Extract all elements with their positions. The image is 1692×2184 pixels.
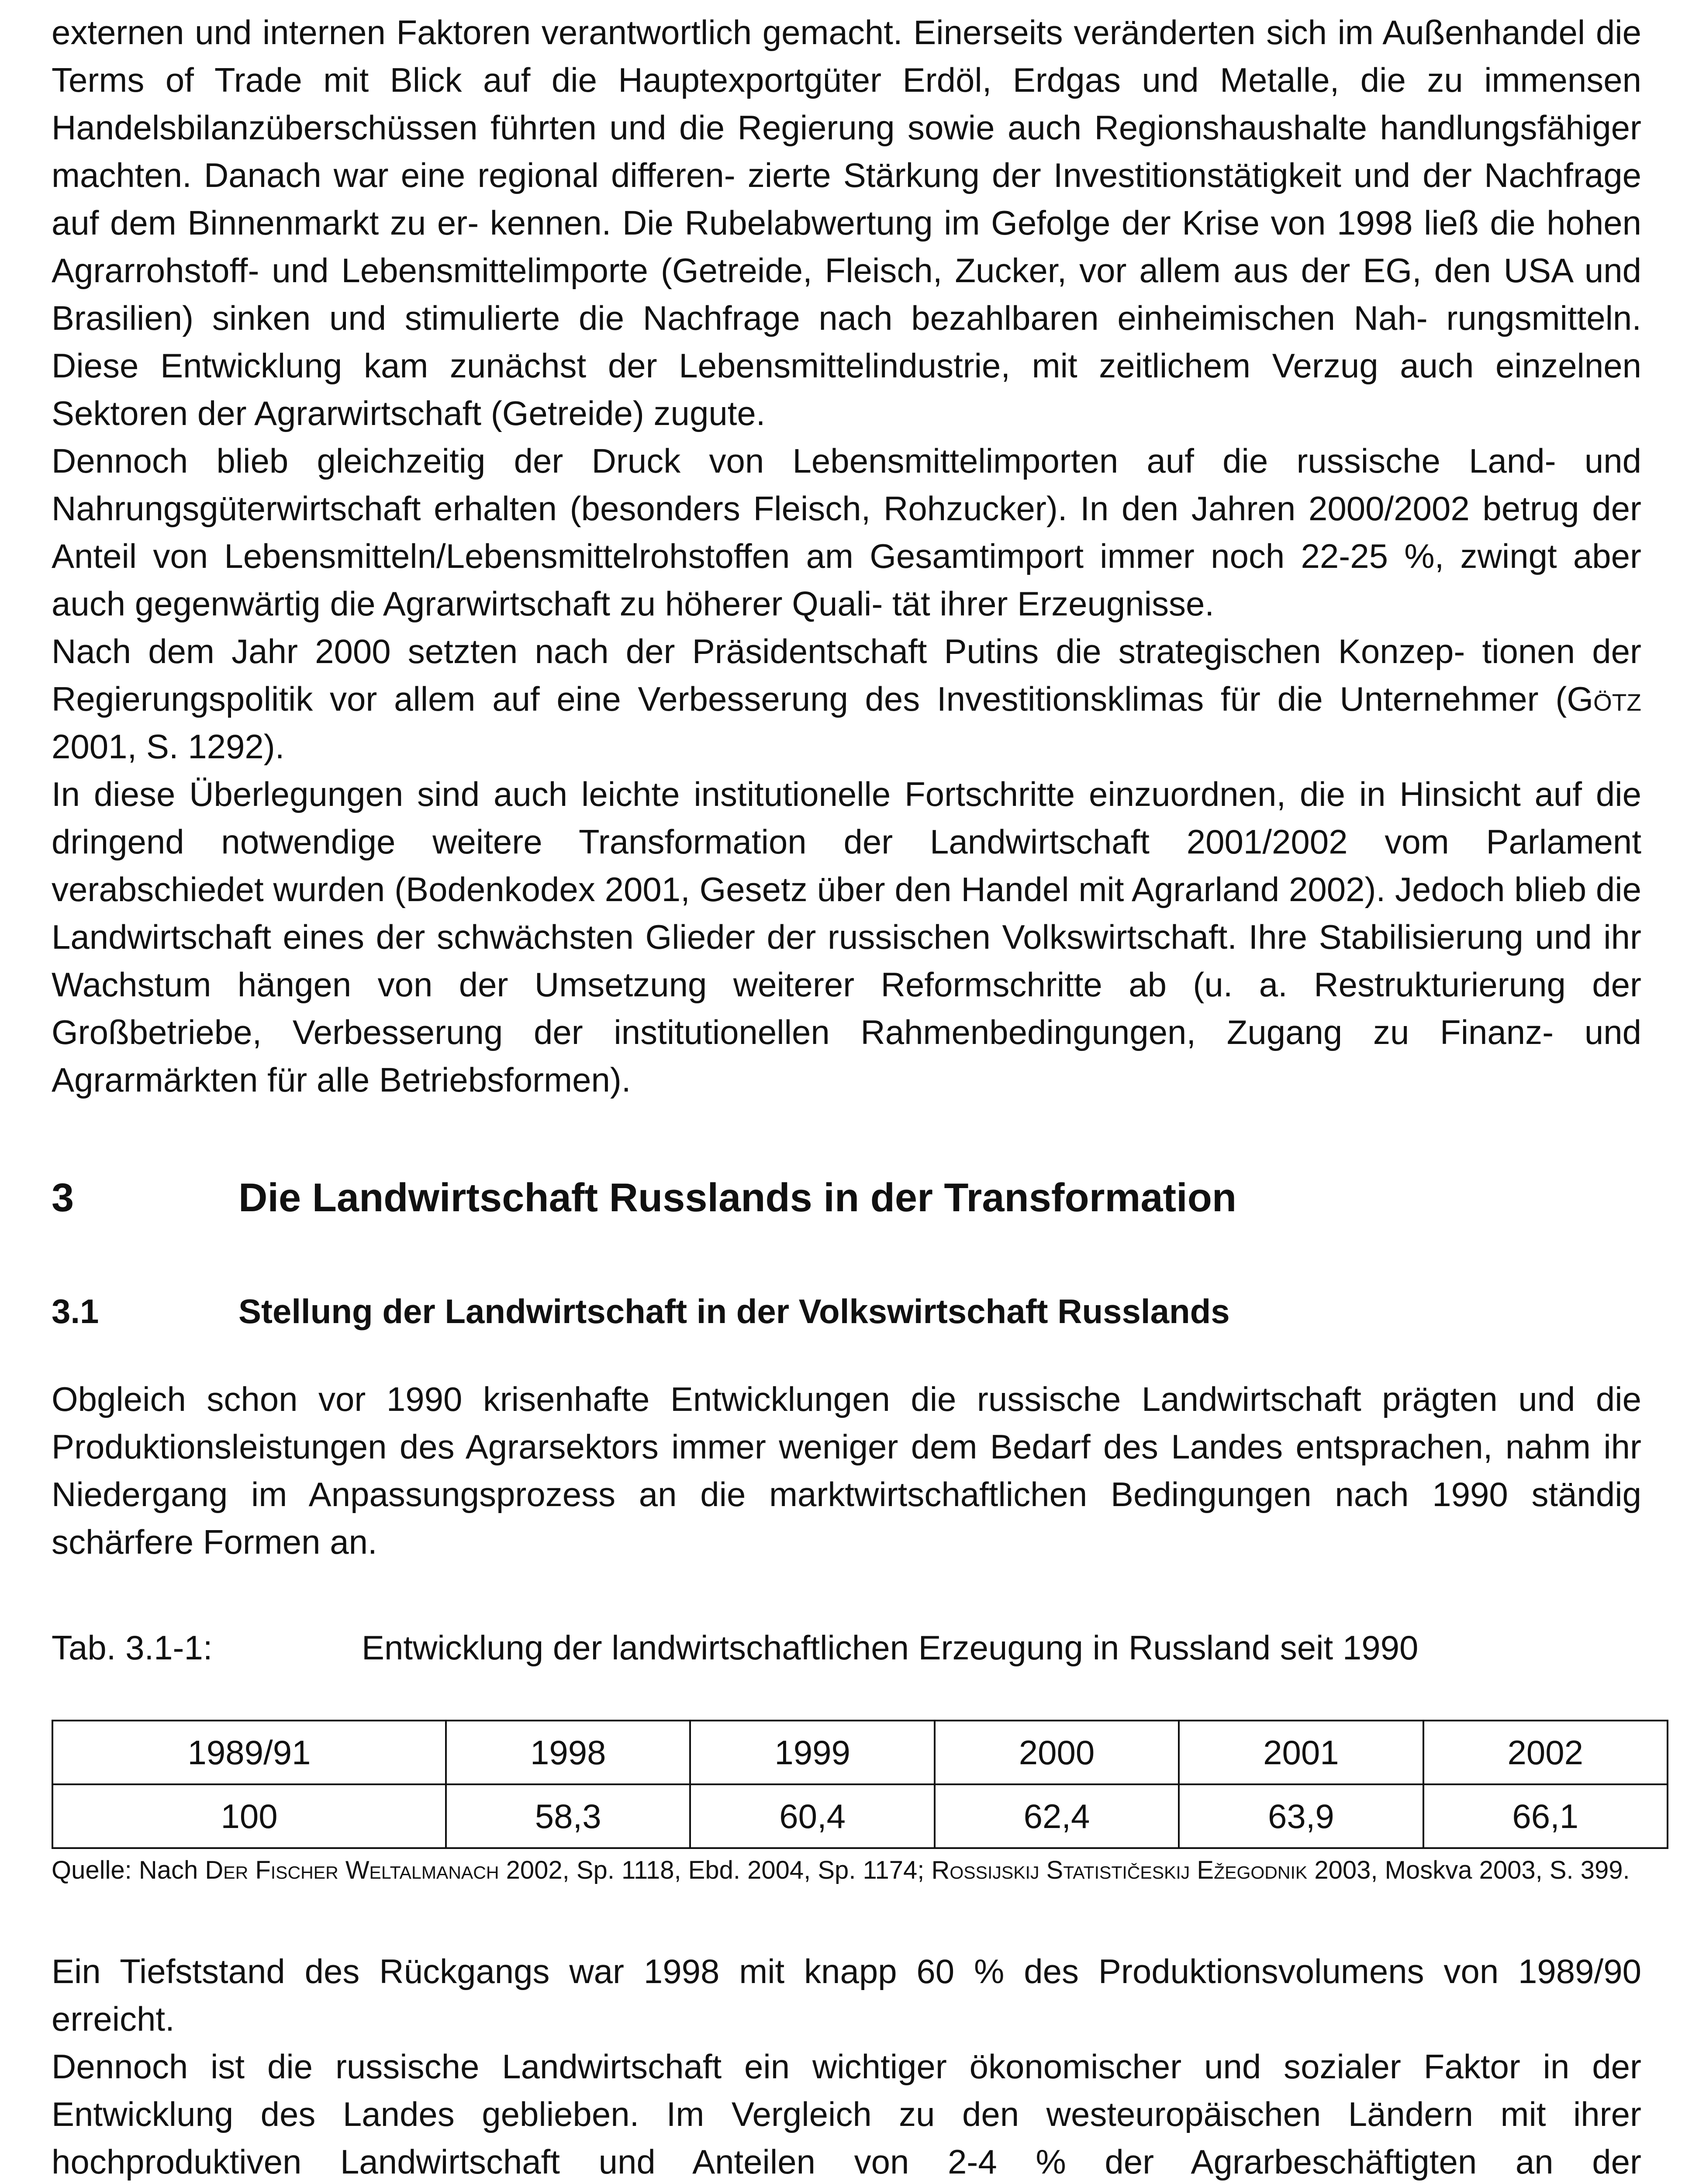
table-cell: 60,4: [690, 1784, 934, 1848]
source-title: Der Fischer Weltalmanach: [205, 1856, 499, 1884]
paragraph-6: [52, 2043, 1641, 2184]
section-paragraph: Obgleich schon vor 1990 krisenhafte Entwicklungen die russische Landwirtschaft prägten und die Produktionsleistungen des Agrarsektors immer weniger dem Bedarf des Landes entsprachen, nahm ihr Niedergang im Anpassungsprozess an die marktwirtschaftlichen Bedingungen nach 1990 ständig schärfere Formen an.: [52, 1380, 1641, 1561]
paragraph-6-text: Dennoch ist die russische Landwirtschaft ein wichtiger ökonomischer und sozialer Faktor in der Entwicklung des Landes geblieben. Im Vergleich zu den westeuropäischen Ländern mit ihrer hochproduktiven Landwirtschaft und Anteilen von 2-4 % der Agrarbeschäftigten an der: [52, 2047, 1641, 2181]
table-caption: [52, 1624, 1641, 1672]
table-cell: 100: [52, 1784, 446, 1848]
table-cell: 63,9: [1179, 1784, 1423, 1848]
paragraph-5: Ein Tiefststand des Rückgangs war 1998 mit knapp 60 % des Produktionsvolumens von 1989/90 erreicht.: [52, 1952, 1641, 2038]
production-table: [52, 1720, 1668, 1849]
table-caption-number: Tab. 3.1-1:: [52, 1628, 213, 1667]
table-header-cell: 2000: [935, 1721, 1179, 1784]
table-cell: 62,4: [935, 1784, 1179, 1848]
paragraph-4: In diese Überlegungen sind auch leichte institutionelle Fortschritte einzuordnen, die in Hinsicht auf die dringend notwendige weitere Transformation der Landwirtschaft 2001/2002 vom Parlament verabschiedet wurden (Bodenkodex 2001, Gesetz über den Handel mit Agrarland 2002). Jedoch blieb die Landwirtschaft eines der schwächsten Glieder der russischen Volkswirtschaft. Ihre Stabilisierung und ihr Wachstum hängen von der Umsetzung weiterer Reformschritte ab (u. a. Restrukturierung der Großbetriebe, Verbesserung der institutionellen Rahmenbedingungen, Zugang zu Finanz- und Agrarmärkten für alle Betriebsformen).: [52, 775, 1641, 1099]
subsection-heading: [52, 1287, 1641, 1335]
subsection-number: 3.1: [52, 1292, 99, 1330]
table-row: [52, 1784, 1668, 1848]
table-header-cell: 1989/91: [52, 1721, 446, 1784]
document-page: [52, 9, 1641, 2184]
paragraph-1: externen und internen Faktoren verantwortlich gemacht. Einerseits veränderten sich im Außenhandel die Terms of Trade mit Blick auf die Hauptexportgüter Erdöl, Erdgas und Metalle, die zu immensen Handelsbilanzüberschüssen führten und die Regierung sowie auch Regionshaushalte handlungsfähiger machten. Danach war eine regional differen- zierte Stärkung der Investitionstätigkeit und der Nachfrage auf dem Binnenmarkt zu er- kennen. Die Rubelabwertung im Gefolge der Krise von 1998 ließ die hohen Agrarrohstoff- und Lebensmittelimporte (Getreide, Fleisch, Zucker, vor allem aus der EG, den USA und Brasilien) sinken und stimulierte die Nachfrage nach bezahlbaren einheimischen Nah- rungsmitteln. Diese Entwicklung kam zunächst der Lebensmittelindustrie, mit zeitlichem Verzug auch einzelnen Sektoren der Agrarwirtschaft (Getreide) zugute.: [52, 13, 1641, 432]
table-header-cell: 2001: [1179, 1721, 1423, 1784]
section-number: 3: [52, 1175, 74, 1220]
table-source: [52, 1852, 1641, 1888]
section-title: Die Landwirtschaft Russlands in der Transformation: [238, 1175, 1237, 1220]
table-cell: 58,3: [446, 1784, 690, 1848]
table-header-cell: 1998: [446, 1721, 690, 1784]
source-text: Quelle: Nach: [52, 1856, 205, 1884]
subsection-title: Stellung der Landwirtschaft in der Volkswirtschaft Russlands: [238, 1292, 1230, 1330]
citation-author: Götz: [1567, 680, 1641, 718]
table-header-cell: 1999: [690, 1721, 934, 1784]
table-cell: 66,1: [1423, 1784, 1668, 1848]
paragraph-3-text: Nach dem Jahr 2000 setzten nach der Präsidentschaft Putins die strategischen Konzep- tionen der Regierungspolitik vor allem auf eine Verbesserung des Investitionsklimas für die Unternehmer (: [52, 632, 1641, 718]
table-header-cell: 2002: [1423, 1721, 1668, 1784]
source-title: Rossijskij Statističeskij Ežegodnik: [931, 1856, 1308, 1884]
source-text: 2002, Sp. 1118, Ebd. 2004, Sp. 1174;: [499, 1856, 932, 1884]
paragraph-3-tail: 2001, S. 1292).: [52, 727, 285, 766]
section-heading: [52, 1169, 1641, 1226]
table-header-row: [52, 1721, 1668, 1784]
source-text: 2003, Moskva 2003, S. 399.: [1307, 1856, 1630, 1884]
paragraph-3: [52, 628, 1641, 771]
table-caption-title: Entwicklung der landwirtschaftlichen Erzeugung in Russland seit 1990: [362, 1628, 1419, 1667]
paragraph-2: Dennoch blieb gleichzeitig der Druck von Lebensmittelimporten auf die russische Land- und Nahrungsgüterwirtschaft erhalten (besonders Fleisch, Rohzucker). In den Jahren 2000/2002 betrug der Anteil von Lebensmitteln/Lebensmittelrohstoffen am Gesamtimport immer noch 22-25 %, zwingt aber auch gegenwärtig die Agrarwirtschaft zu höherer Quali- tät ihrer Erzeugnisse.: [52, 442, 1641, 623]
